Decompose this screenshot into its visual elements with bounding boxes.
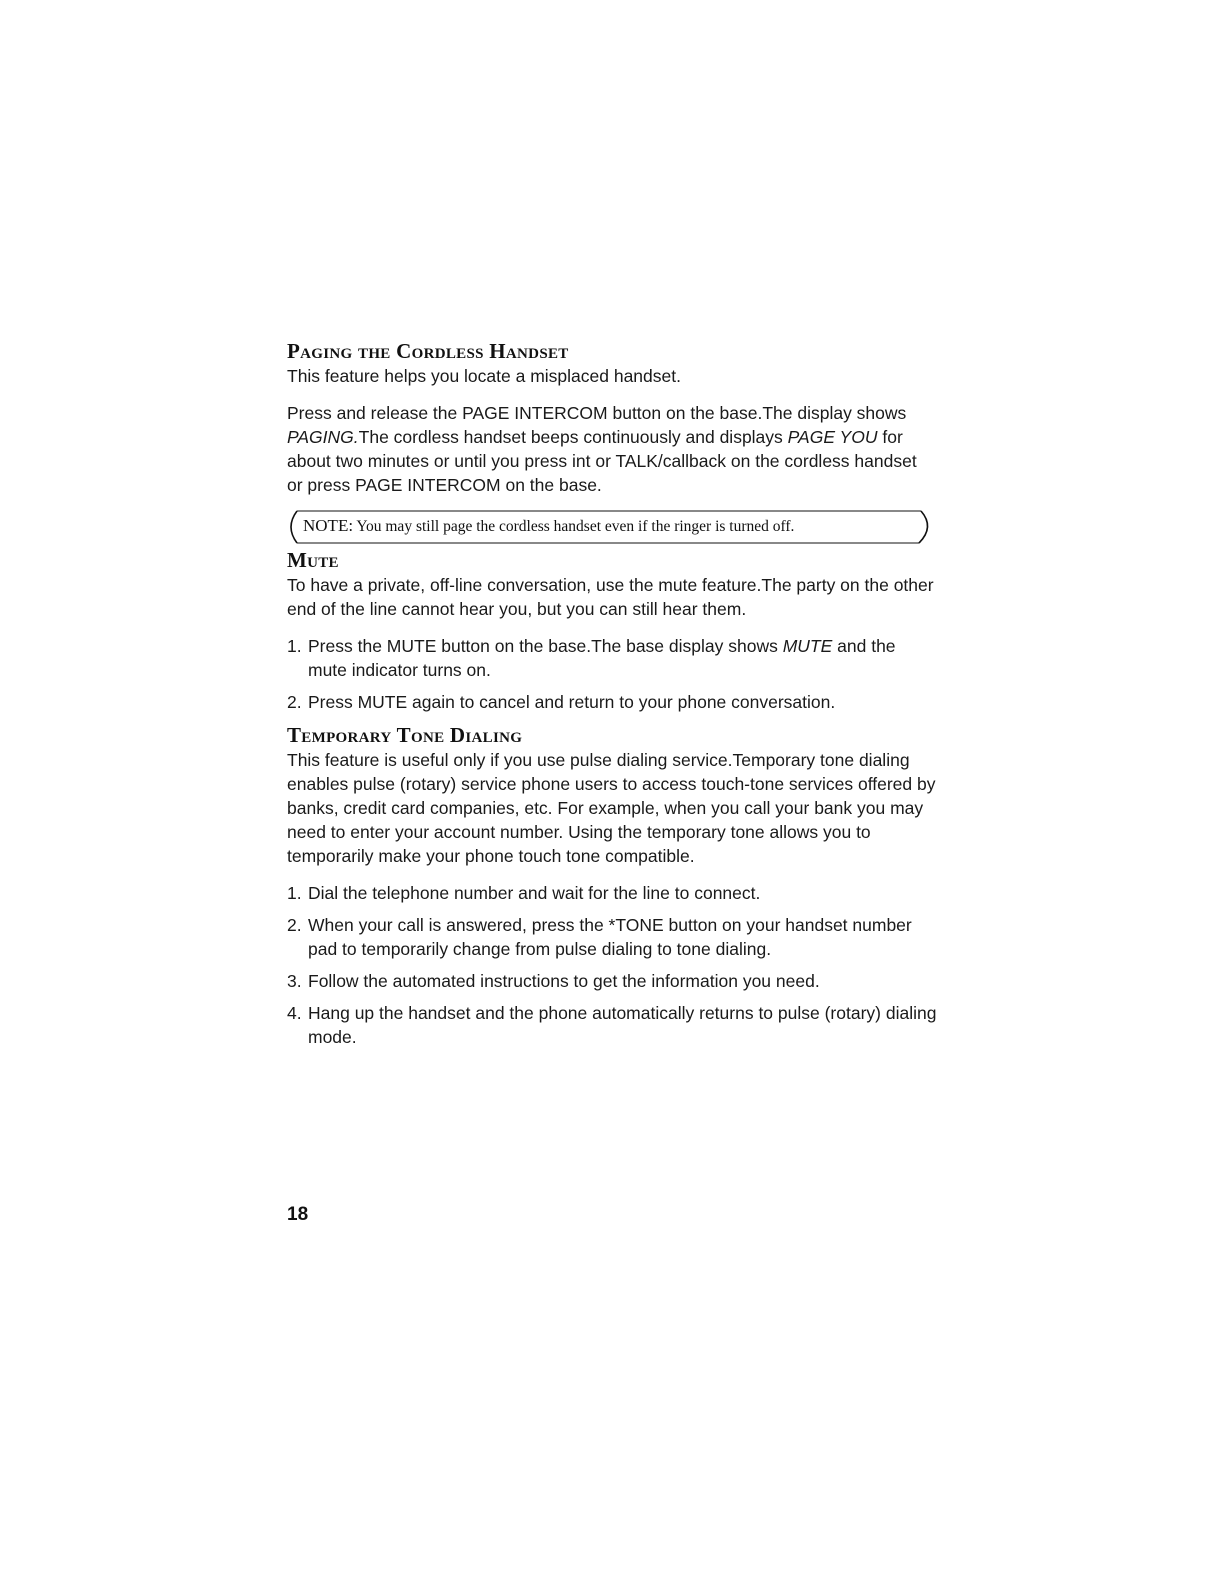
tone-heading: Temporary Tone Dialing xyxy=(287,723,523,747)
step-text: When your call is answered, press the *TONE button on your handset number pad to temporarily change from pulse dialing to tone dialing. xyxy=(308,915,912,959)
paging-body-part-3: for about two minutes or until you press int or TALK/callback on the cordless handset or press PAGE INTERCOM on the base. xyxy=(287,427,917,495)
manual-page xyxy=(287,338,937,1057)
tone-steps xyxy=(287,881,937,1049)
step-text: Press MUTE again to cancel and return to your phone conversation. xyxy=(308,692,836,712)
note-body: You may still page the cordless handset even if the ringer is turned off. xyxy=(356,518,795,535)
list-item xyxy=(287,1001,937,1049)
paging-body xyxy=(287,401,937,497)
step-text: Hang up the handset and the phone automatically returns to pulse (rotary) dialing mode. xyxy=(308,1003,937,1047)
mute-heading: Mute xyxy=(287,548,339,572)
step-number: 2. xyxy=(287,915,302,935)
note-box xyxy=(287,513,937,539)
step-text-part-1: Press the MUTE button on the base.The base display shows xyxy=(308,636,783,656)
step-text: Follow the automated instructions to get the information you need. xyxy=(308,971,820,991)
display-page-you-text: PAGE YOU xyxy=(787,427,878,447)
paging-intro: This feature helps you locate a misplaced handset. xyxy=(287,366,681,386)
step-number: 4. xyxy=(287,1003,302,1023)
paging-body-part-2: The cordless handset beeps continuously and displays xyxy=(358,427,788,447)
step-number: 3. xyxy=(287,971,302,991)
step-number: 1. xyxy=(287,636,302,656)
list-item xyxy=(287,913,937,961)
page-number: 18 xyxy=(287,1204,309,1225)
display-mute-text: MUTE xyxy=(782,636,833,656)
tone-intro: This feature is useful only if you use pulse dialing service.Temporary tone dialing enables pulse (rotary) service phone users to access touch-tone services offered by banks, credit card companies, etc. For example, when you call your bank you may need to enter your account number. Using the temporary tone allows you to temporarily make your phone touch tone compatible. xyxy=(287,750,936,866)
step-number: 2. xyxy=(287,692,302,712)
step-number: 1. xyxy=(287,883,302,903)
list-item xyxy=(287,969,937,993)
list-item xyxy=(287,690,937,714)
mute-steps xyxy=(287,634,937,714)
paging-body-part-1: Press and release the PAGE INTERCOM button on the base.The display shows xyxy=(287,403,907,423)
note-text xyxy=(303,513,794,540)
step-text-part-2: and the mute indicator turns on. xyxy=(308,636,896,680)
list-item xyxy=(287,881,937,905)
mute-intro: To have a private, off-line conversation, use the mute feature.The party on the other end of the line cannot hear you, but you can still hear them. xyxy=(287,575,934,619)
display-paging-text: PAGING. xyxy=(287,427,359,447)
list-item xyxy=(287,634,937,682)
step-text: Dial the telephone number and wait for the line to connect. xyxy=(308,883,761,903)
note-label: NOTE: xyxy=(303,516,354,535)
paging-heading: Paging the Cordless Handset xyxy=(287,339,569,363)
